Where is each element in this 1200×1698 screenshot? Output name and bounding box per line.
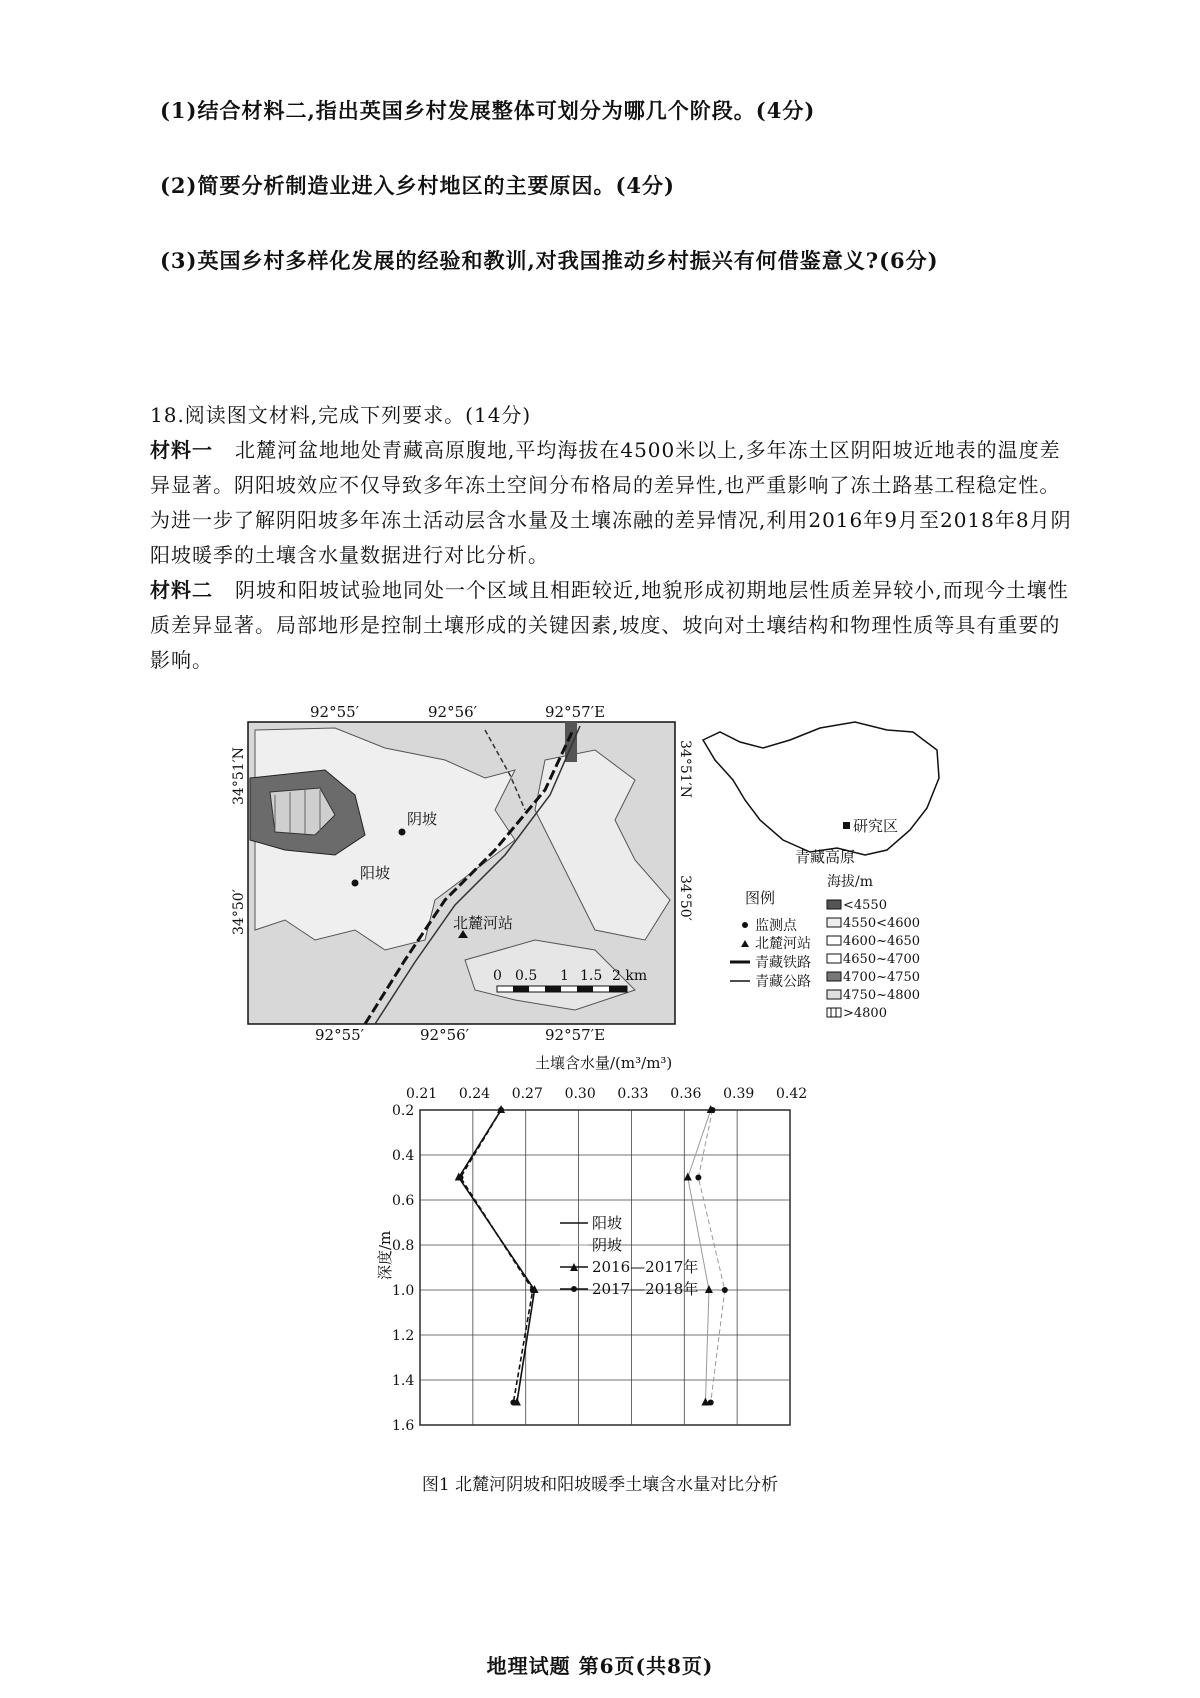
chart-series — [455, 1105, 728, 1406]
question-1: (1)结合材料二,指出英国乡村发展整体可划分为哪几个阶段。(4分) — [160, 98, 816, 123]
elev-swatch — [827, 990, 841, 999]
lat-right-1: 34°51′N — [677, 740, 693, 799]
legend-label: 阴坡 — [592, 1236, 623, 1254]
monitoring-point-yangpo — [352, 880, 359, 887]
lat-right-2: 34°50′ — [677, 875, 693, 921]
inset-region-label: 青藏高原 — [795, 848, 856, 866]
elev-swatch — [827, 1008, 841, 1017]
material-1 — [150, 433, 1080, 573]
elev-swatch — [827, 900, 841, 909]
legend-label: 2017—2018年 — [592, 1280, 699, 1298]
material-2-label: 材料二 — [150, 578, 213, 602]
elev-swatch — [827, 954, 841, 963]
x-tick-labels — [406, 1086, 807, 1102]
data-point-dot — [709, 1107, 715, 1113]
x-tick-label: 0.24 — [458, 1086, 491, 1102]
chart-xlabel: 土壤含水量/(m³/m³) — [535, 1054, 673, 1072]
legend-item: 北麓河站 — [755, 936, 811, 952]
material-2-text: 阴坡和阳坡试验地同处一个区域且相距较近,地貌形成初期地层性质差异较小,而现今土壤性质差异显著。局部地形是控制土壤形成的关键因素,坡度、坡向对土壤结构和物理性质等具有重要的影响。 — [150, 578, 1069, 672]
x-tick-label: 0.27 — [511, 1086, 543, 1102]
legend-triangle-icon — [741, 940, 749, 947]
yinpo-label: 阴坡 — [407, 810, 438, 828]
question-18 — [150, 398, 1080, 678]
map-figure — [215, 700, 955, 1050]
station-label: 北麓河站 — [453, 914, 514, 932]
y-tick-label: 0.4 — [392, 1148, 415, 1164]
data-point-dot — [695, 1175, 701, 1181]
map-legend — [730, 873, 920, 1021]
x-tick-label: 0.36 — [670, 1086, 702, 1102]
monitoring-point-yinpo — [399, 829, 406, 836]
scale-label: 1.5 — [580, 968, 603, 984]
series-line — [688, 1110, 711, 1403]
y-tick-label: 1.0 — [392, 1283, 415, 1299]
page-footer: 地理试题 第6页(共8页) — [486, 1654, 714, 1678]
legend-label: 阳坡 — [592, 1214, 623, 1232]
data-point-dot — [510, 1400, 516, 1406]
legend-label: 2016—2017年 — [592, 1258, 699, 1276]
lon-bottom-3: 92°57′E — [545, 1026, 606, 1044]
material-1-label: 材料一 — [150, 438, 213, 462]
lon-top-1: 92°55′ — [310, 703, 360, 721]
lon-bottom-1: 92°55′ — [315, 1026, 365, 1044]
question-3: (3)英国乡村多样化发展的经验和教训,对我国推动乡村振兴有何借鉴意义?(6分) — [160, 248, 939, 273]
legend-point-icon — [742, 922, 748, 928]
data-point-dot — [498, 1107, 504, 1113]
elev-item: 4700~4750 — [843, 970, 921, 985]
y-tick-label: 1.4 — [392, 1373, 415, 1389]
soil-moisture-chart — [360, 1050, 840, 1450]
elev-item: 4750~4800 — [843, 988, 921, 1003]
scale-label: 2 km — [612, 968, 648, 984]
data-point-dot — [708, 1400, 714, 1406]
data-point-dot — [458, 1175, 464, 1181]
scale-label: 1 — [560, 968, 569, 984]
x-tick-label: 0.30 — [564, 1086, 596, 1102]
y-tick-label: 1.6 — [392, 1418, 415, 1434]
elev-item: 4550<4600 — [843, 916, 921, 931]
y-tick-label: 0.6 — [392, 1193, 415, 1209]
data-point-triangle — [705, 1285, 713, 1293]
lat-left-2: 34°50′ — [231, 889, 247, 935]
scale-label: 0.5 — [515, 968, 538, 984]
elev-swatch — [827, 918, 841, 927]
q18-title: 18.阅读图文材料,完成下列要求。(14分) — [150, 403, 532, 427]
elev-item: <4550 — [843, 898, 887, 913]
yangpo-label: 阳坡 — [360, 864, 391, 882]
inset-study-label: 研究区 — [853, 817, 899, 835]
x-tick-label: 0.39 — [723, 1086, 755, 1102]
y-tick-label: 0.2 — [392, 1103, 415, 1119]
y-tick-label: 1.2 — [392, 1328, 415, 1344]
legend-title: 图例 — [745, 889, 776, 907]
scale-label: 0 — [493, 968, 502, 984]
elev-item: 4600~4650 — [843, 934, 921, 949]
legend-item: 青藏公路 — [755, 974, 811, 990]
study-area-marker — [843, 822, 850, 829]
material-2 — [150, 573, 1080, 678]
y-tick-label: 0.8 — [392, 1238, 415, 1254]
chart-ylabel: 深度/m — [376, 1230, 394, 1280]
data-point-dot — [722, 1287, 728, 1293]
series-line — [459, 1110, 535, 1403]
legend-dot-icon — [571, 1286, 577, 1292]
y-tick-labels — [392, 1103, 414, 1434]
lon-top-3: 92°57′E — [545, 703, 606, 721]
elevation-title: 海拔/m — [827, 874, 873, 890]
x-tick-label: 0.21 — [406, 1086, 438, 1102]
chart-caption: 图1 北麓河阴坡和阳坡暖季土壤含水量对比分析 — [421, 1475, 779, 1495]
lon-top-2: 92°56′ — [428, 703, 478, 721]
elev-item: 4650~4700 — [843, 952, 921, 967]
data-point-triangle — [684, 1173, 692, 1181]
legend-item: 监测点 — [755, 918, 797, 934]
inset-map — [703, 722, 939, 855]
x-tick-label: 0.33 — [617, 1086, 649, 1102]
chart-legend — [560, 1214, 698, 1298]
legend-item: 青藏铁路 — [755, 955, 811, 971]
series-line — [461, 1110, 533, 1403]
lat-left-1: 34°51′N — [231, 746, 247, 805]
question-2: (2)简要分析制造业进入乡村地区的主要原因。(4分) — [160, 173, 675, 198]
material-1-text: 北麓河盆地地处青藏高原腹地,平均海拔在4500米以上,多年冻土区阴阳坡近地表的温度差异显著。阴阳坡效应不仅导致多年冻土空间分布格局的差异性,也严重影响了冻土路基工程稳定性。为进一步了解阴阳坡多年冻土活动层含水量及土壤冻融的差异情况,利用2016年9月至2018年8月阴阳坡暖季的土壤含水量数据进行对比分析。 — [150, 438, 1072, 567]
data-point-dot — [530, 1287, 536, 1293]
x-tick-label: 0.42 — [776, 1086, 808, 1102]
elev-item: >4800 — [843, 1006, 887, 1021]
lon-bottom-2: 92°56′ — [420, 1026, 470, 1044]
elev-swatch — [827, 936, 841, 945]
elev-swatch — [827, 972, 841, 981]
